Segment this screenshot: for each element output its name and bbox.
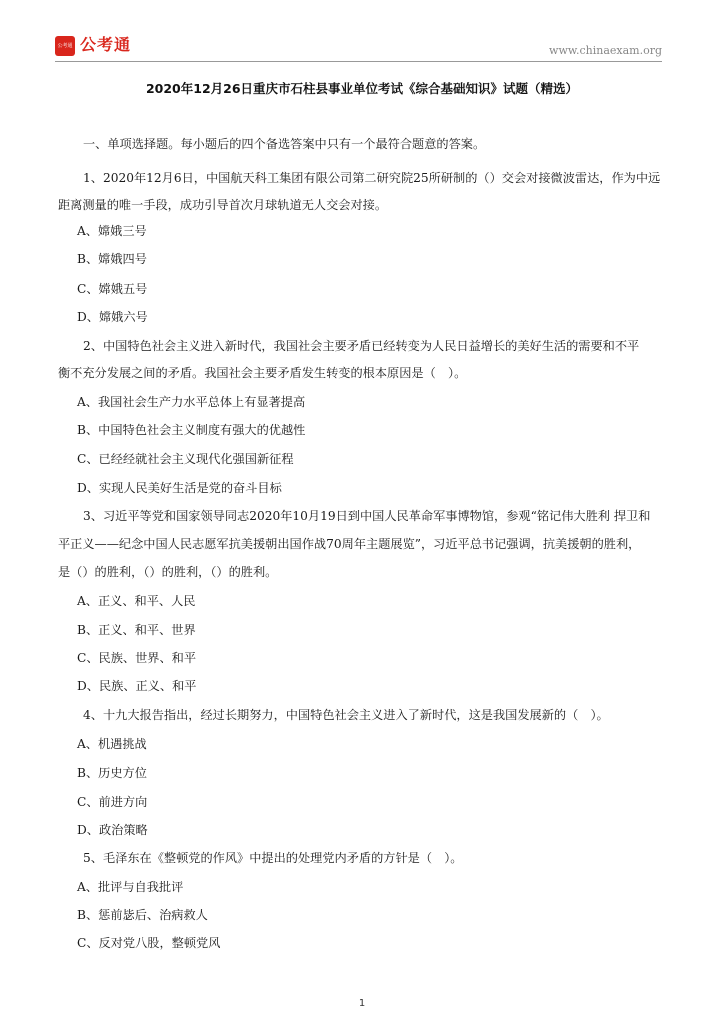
header-divider	[55, 61, 662, 62]
question-2-option-d: D、实现人民美好生活是党的奋斗目标	[77, 481, 282, 495]
question-3-option-a: A、正义、和平、人民	[77, 594, 196, 608]
question-4-option-c: C、前进方向	[77, 795, 148, 809]
question-4-option-d: D、政治策略	[77, 823, 148, 837]
question-5-option-a: A、批评与自我批评	[77, 880, 184, 894]
question-2-option-c: C、已经经就社会主义现代化强国新征程	[77, 452, 294, 466]
document-title: 2020年12月26日重庆市石柱县事业单位考试《综合基础知识》试题（精选）	[145, 81, 579, 96]
question-5-stem-line-1: 5、毛泽东在《整顿党的作风》中提出的处理党内矛盾的方针是（ ）。	[83, 851, 463, 865]
question-3-option-d: D、民族、正义、和平	[77, 679, 197, 693]
question-3-stem-line-2: 平正义——纪念中国人民志愿军抗美援朝出国作战70周年主题展览”，习近平总书记强调，抗美援朝的胜利，	[58, 537, 641, 551]
question-1-option-b: B、嫦娥四号	[77, 252, 147, 266]
question-2-stem-line-2: 衡不充分发展之间的矛盾。我国社会主要矛盾发生转变的根本原因是（ ）。	[58, 366, 467, 380]
section-heading: 一、单项选择题。每小题后的四个备选答案中只有一个最符合题意的答案。	[83, 137, 486, 151]
question-2-option-a: A、我国社会生产力水平总体上有显著提高	[77, 395, 306, 409]
question-1-stem-line-2: 距离测量的唯一手段，成功引导首次月球轨道无人交会对接。	[58, 198, 388, 212]
question-3-option-c: C、民族、世界、和平	[77, 651, 197, 665]
page-number: 1	[358, 998, 366, 1009]
question-5-option-b: B、惩前毖后、治病救人	[77, 908, 208, 922]
question-3-stem-line-1: 3、习近平等党和国家领导同志2020年10月19日到中国人民革命军事博物馆，参观“铭记伟大胜利 捍卫和	[83, 509, 651, 523]
site-url: www.chinaexam.org	[549, 44, 662, 57]
logo-badge: 公考通	[55, 36, 75, 56]
question-2-stem-line-1: 2、中国特色社会主义进入新时代，我国社会主要矛盾已经转变为人民日益增长的美好生活的需要和不平	[83, 339, 640, 353]
question-2-option-b: B、中国特色社会主义制度有强大的优越性	[77, 423, 306, 437]
question-1-stem-line-1: 1、2020年12月6日，中国航天科工集团有限公司第二研究院25所研制的（）交会对接微波雷达，作为中远	[83, 171, 661, 185]
question-1-option-c: C、嫦娥五号	[77, 282, 148, 296]
question-3-stem-line-3: 是（）的胜利，（）的胜利，（）的胜利。	[58, 565, 278, 579]
question-5-option-c: C、反对党八股，整顿党风	[77, 936, 221, 950]
question-4-option-b: B、历史方位	[77, 766, 147, 780]
question-4-stem-line-1: 4、十九大报告指出，经过长期努力，中国特色社会主义进入了新时代，这是我国发展新的（ ）。	[83, 708, 609, 722]
logo-text: 公考通	[80, 35, 132, 54]
question-1-option-a: A、嫦娥三号	[77, 224, 147, 238]
question-3-option-b: B、正义、和平、世界	[77, 623, 196, 637]
question-1-option-d: D、嫦娥六号	[77, 310, 148, 324]
question-4-option-a: A、机遇挑战	[77, 737, 147, 751]
page-header	[0, 0, 724, 64]
